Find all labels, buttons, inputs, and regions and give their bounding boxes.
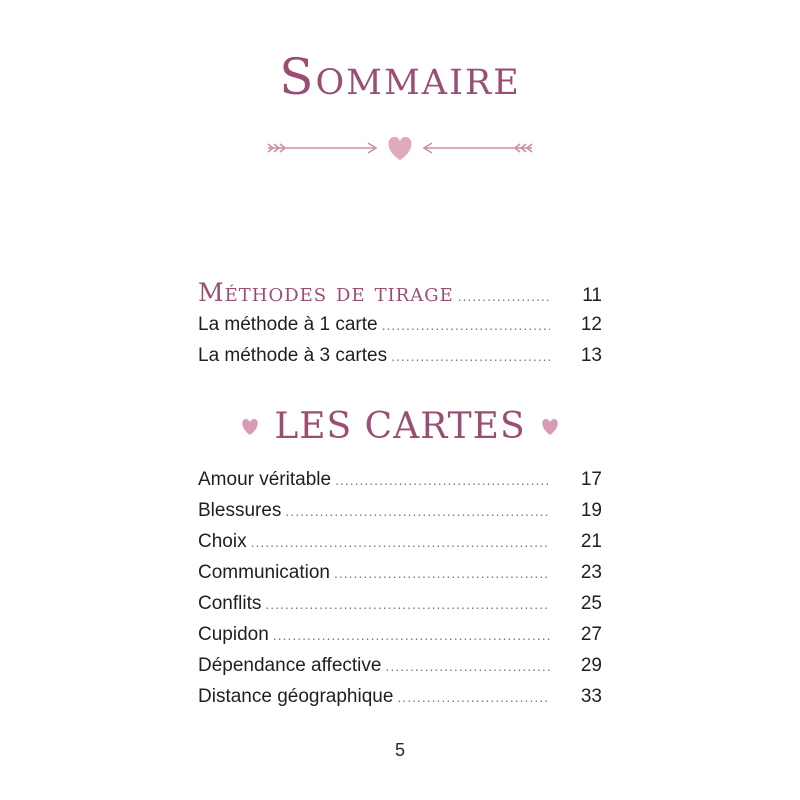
toc-page-number: 12 (580, 314, 602, 335)
dot-leader (251, 527, 550, 557)
toc-entry-label: La méthode à 1 carte (198, 314, 378, 335)
toc-page-number: 23 (580, 562, 602, 583)
toc-entry[interactable] (198, 589, 602, 619)
dot-leader (385, 651, 550, 681)
toc-entry-label: La méthode à 3 cartes (198, 345, 388, 366)
dot-leader (382, 310, 550, 340)
toc-entry-label: Blessures (198, 500, 282, 521)
toc-entry[interactable] (198, 496, 602, 526)
heart-icon (240, 418, 260, 436)
dot-leader (285, 496, 550, 526)
toc-entry[interactable] (198, 558, 602, 588)
dot-leader (458, 281, 550, 311)
dot-leader (335, 465, 550, 495)
dot-leader (265, 589, 550, 619)
toc-entry-label: Distance géographique (198, 686, 394, 707)
toc-entry-label: Amour véritable (198, 469, 332, 490)
heart-icon (388, 137, 411, 160)
section-heading-cartes (0, 406, 800, 447)
toc-entry[interactable] (198, 310, 602, 340)
toc-entry[interactable] (198, 651, 602, 681)
dot-leader (391, 341, 550, 371)
toc-page-number: 21 (580, 531, 602, 552)
dot-leader (334, 558, 550, 588)
page-number: 5 (394, 740, 405, 760)
toc-page-number: 29 (580, 655, 602, 676)
toc-page-number: 25 (580, 593, 602, 614)
toc-entry[interactable] (198, 620, 602, 650)
toc-page-number: 33 (580, 686, 602, 707)
heart-icon (540, 418, 560, 436)
toc-page-number: 27 (580, 624, 602, 645)
toc-entry-label: Dépendance affective (198, 655, 382, 676)
arrow-heart-ornament (260, 128, 540, 168)
section-heading-methodes: Méthodes de tirage (198, 278, 454, 307)
section-heading-text: LES CARTES (274, 406, 526, 447)
toc-entry-label: Communication (198, 562, 330, 583)
toc-section-heading-row[interactable] (198, 278, 602, 308)
toc-entry[interactable] (198, 465, 602, 495)
page-title: Sommaire (279, 48, 521, 106)
toc-page-number: 19 (580, 500, 602, 521)
toc-entry-label: Choix (198, 531, 247, 552)
dot-leader (273, 620, 550, 650)
dot-leader (397, 682, 550, 712)
toc-entry-label: Conflits (198, 593, 262, 614)
toc-entry-label: Cupidon (198, 624, 269, 645)
toc-entry[interactable] (198, 341, 602, 371)
toc-page-number: 11 (582, 285, 602, 306)
toc-entry[interactable] (198, 682, 602, 712)
toc-entry[interactable] (198, 527, 602, 557)
toc-page-number: 13 (580, 345, 602, 366)
toc-page-number: 17 (580, 469, 602, 490)
